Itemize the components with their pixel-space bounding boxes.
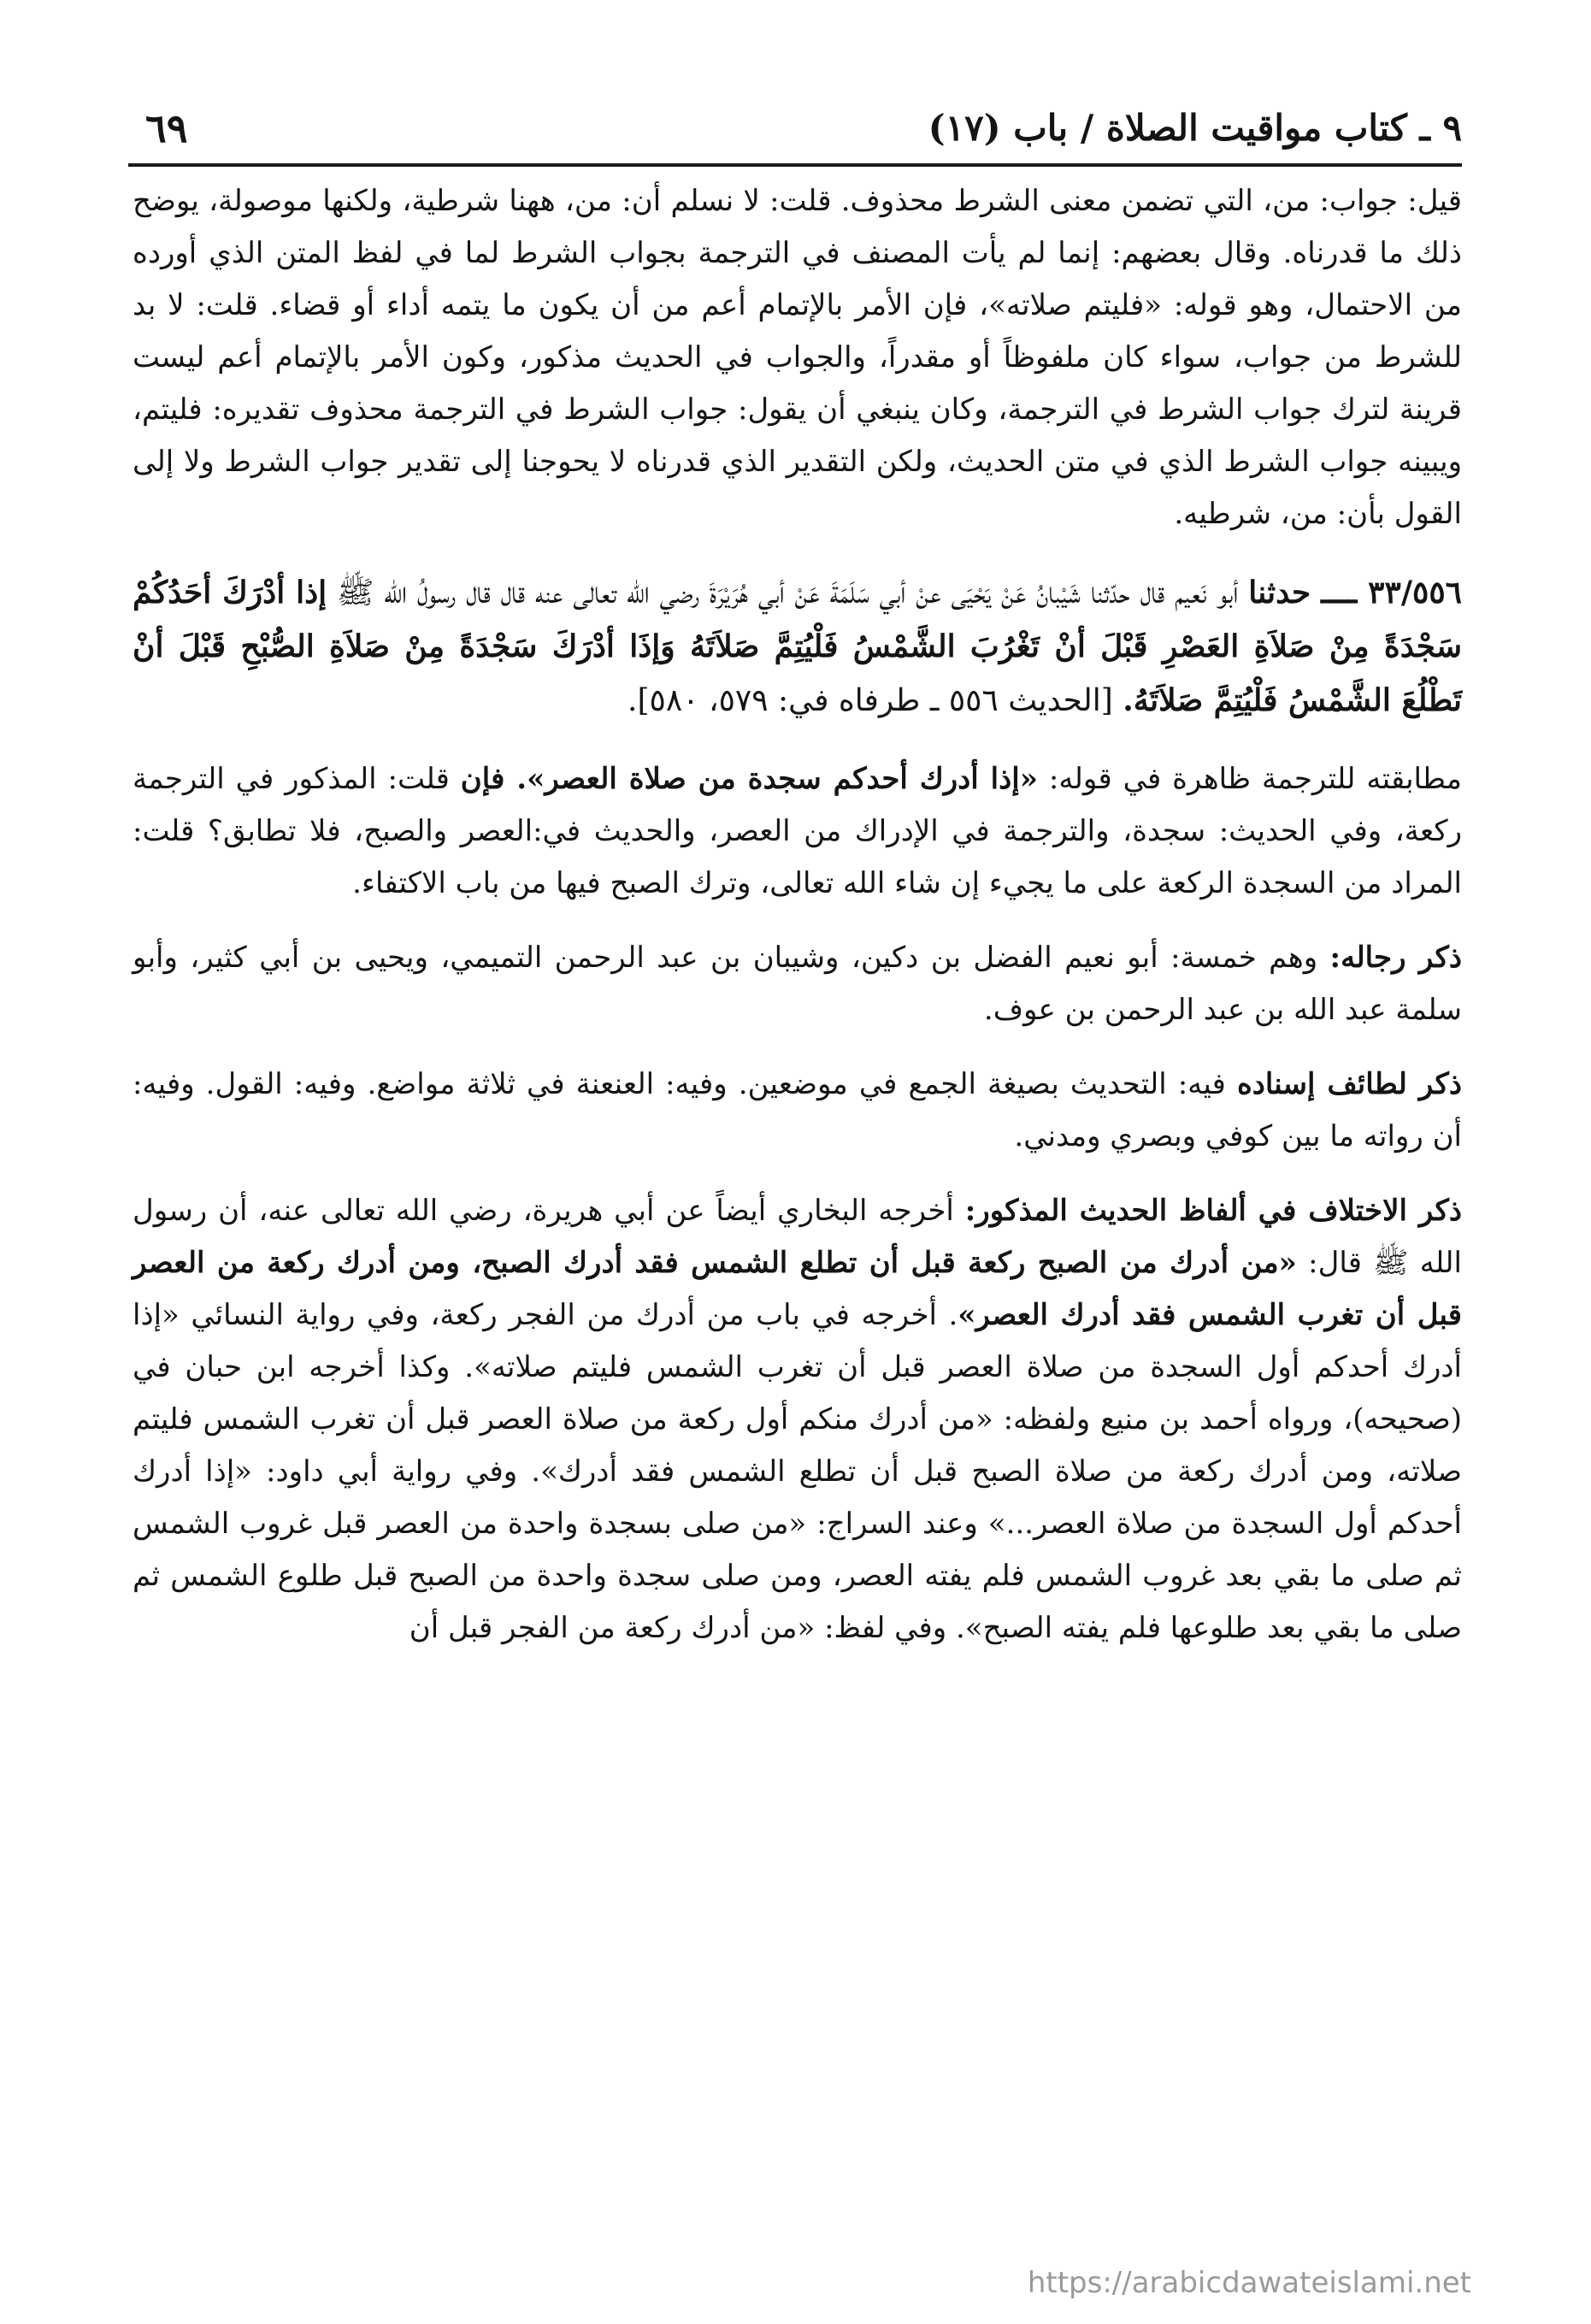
running-title: ٩ ـ كتاب مواقيت الصلاة / باب (١٧) bbox=[928, 107, 1462, 149]
quoted-phrase: «إذا أدرك أحدكم سجدة من صلاة العصر». فإن bbox=[460, 762, 1038, 796]
section-heading: ذكر الاختلاف في ألفاظ الحديث المذكور: bbox=[964, 1194, 1462, 1228]
site-watermark: https://arabicdawateislami.net bbox=[1027, 2266, 1471, 2300]
page-number: ٦٩ bbox=[145, 105, 188, 151]
hadith-reference: [الحديث ٥٥٦ ـ طرفاه في: ٥٧٩، ٥٨٠]. bbox=[628, 683, 1123, 718]
correspondence-paragraph bbox=[133, 753, 1462, 910]
quoted-hadith: «من أدرك من الصبح ركعة قبل أن تطلع الشمس فقد أدرك الصبح، ومن أدرك ركعة من العصر قبل أن تغرب الشمس فقد أدرك العصر» bbox=[133, 1246, 1462, 1332]
commentary-paragraph bbox=[133, 175, 1462, 540]
paragraph-text: وهم خمسة: أبو نعيم الفضل بن دكين، وشيبان بن عبد الرحمن التميمي، ويحيى بن أبي كثير، وأبو سلمة عبد الله بن عبد الرحمن بن عوف. bbox=[133, 941, 1462, 1027]
hadith-lead: حدثنا bbox=[1248, 575, 1311, 610]
header-divider bbox=[128, 163, 1462, 167]
paragraph-text: قلت: المذكور في الترجمة ركعة، وفي الحديث: سجدة، والترجمة في الإدراك من العصر، والحديث في:العصر والصبح، فلا تطابق؟ قلت: المراد من السجدة الركعة على ما يجيء إن شاء الله تعالى، وترك الصبح فيها من باب الاكتفاء. bbox=[133, 762, 1462, 900]
hadith-matn: إذا أدْرَكَ أحَدُكُمْ سَجْدَةً مِنْ صَلاَةِ العَصْرِ قَبْلَ أنْ تَغْرُبَ الشَّمْسُ فَلْيُتِمَّ صَلاَتَهُ وَإذَا أدْرَكَ سَجْدَةً مِنْ صَلاَةِ الصُّبْحِ قَبْلَ أنْ تَطْلُعَ الشَّمْسُ فَلْيُتِمَّ صَلاَتَهُ. bbox=[133, 575, 1462, 718]
hadith-isnad: أبو نَعيم قال حدّثنا شَيْبانُ عَنْ يَحْيَى عنْ أبي سَلَمَةَ عَنْ أبي هُرَيْرَةَ رضي الله تعالى عنه قال قال رسولُ الله ﷺ bbox=[327, 575, 1249, 610]
chain-subtleties-paragraph bbox=[133, 1059, 1462, 1163]
paragraph-text: قيل: جواب: من، التي تضمن معنى الشرط محذوف. قلت: لا نسلم أن: من، ههنا شرطية، ولكنها موصولة، يوضح ذلك ما قدرناه. وقال بعضهم: إنما لم يأت المصنف في الترجمة بجواب الشرط لما في لفظ المتن الذي أورده من الاحتمال، وهو قوله: «فليتم صلاته»، فإن الأمر بالإتمام أعم من أن يكون ما يتمه أداء أو قضاء. قلت: لا بد للشرط من جواب، سواء كان ملفوظاً أو مقدراً، والجواب في الحديث مذكور، وكون الأمر بالإتمام أعم ليست قرينة لترك جواب الشرط في الترجمة، وكان ينبغي أن يقول: جواب الشرط في الترجمة محذوف تقديره: فليتم، ويبينه جواب الشرط الذي في متن الحديث، ولكن التقدير الذي قدرناه لا يحوجنا إلى تقدير جواب الشرط ولا إلى القول بأن: من، شرطيه. bbox=[133, 184, 1462, 531]
narrators-paragraph bbox=[133, 932, 1462, 1036]
hadith-paragraph bbox=[133, 566, 1462, 728]
section-heading: ذكر رجاله: bbox=[1329, 941, 1462, 975]
paragraph-text: أخرجه البخاري أيضاً عن أبي هريرة، رضي الله تعالى عنه، أن رسول الله ﷺ قال: bbox=[133, 1194, 1462, 1280]
paragraph-text: مطابقته للترجمة ظاهرة في قوله: bbox=[1037, 762, 1462, 796]
paragraph-text: . أخرجه في باب من أدرك من الفجر ركعة، وفي رواية النسائي «إذا أدرك أحدكم أول السجدة من صلاة العصر قبل أن تغرب الشمس فليتم صلاته». وكذا أخرجه ابن حبان في (صحيحه)، ورواه أحمد بن منيع ولفظه: «من أدرك منكم أول ركعة من صلاة العصر قبل أن تغرب الشمس فليتم صلاته، ومن أدرك ركعة من صلاة الصبح قبل أن تطلع الشمس فقد أدرك». وفي رواية أبي داود: «إذا أدرك أحدكم أول السجدة من صلاة العصر...» وعند السراج: «من صلى بسجدة واحدة من العصر قبل غروب الشمس ثم صلى ما بقي بعد غروب الشمس فلم يفته العصر، ومن صلى سجدة واحدة من الصبح قبل طلوع الشمس ثم صلى ما بقي بعد طلوعها فلم يفته الصبح». وفي لفظ: «من أدرك ركعة من الفجر قبل أن bbox=[133, 1298, 1462, 1645]
section-heading: ذكر لطائف إسناده bbox=[1236, 1067, 1462, 1101]
page-header bbox=[128, 98, 1462, 167]
variants-paragraph bbox=[133, 1185, 1462, 1655]
hadith-number: ٣٣/٥٥٦ ــــ bbox=[1321, 575, 1462, 610]
page-body bbox=[133, 175, 1462, 1677]
paragraph-text: فيه: التحديث بصيغة الجمع في موضعين. وفيه: العنعنة في ثلاثة مواضع. وفيه: القول. وفيه: أن رواته ما بين كوفي وبصري ومدني. bbox=[133, 1067, 1462, 1153]
